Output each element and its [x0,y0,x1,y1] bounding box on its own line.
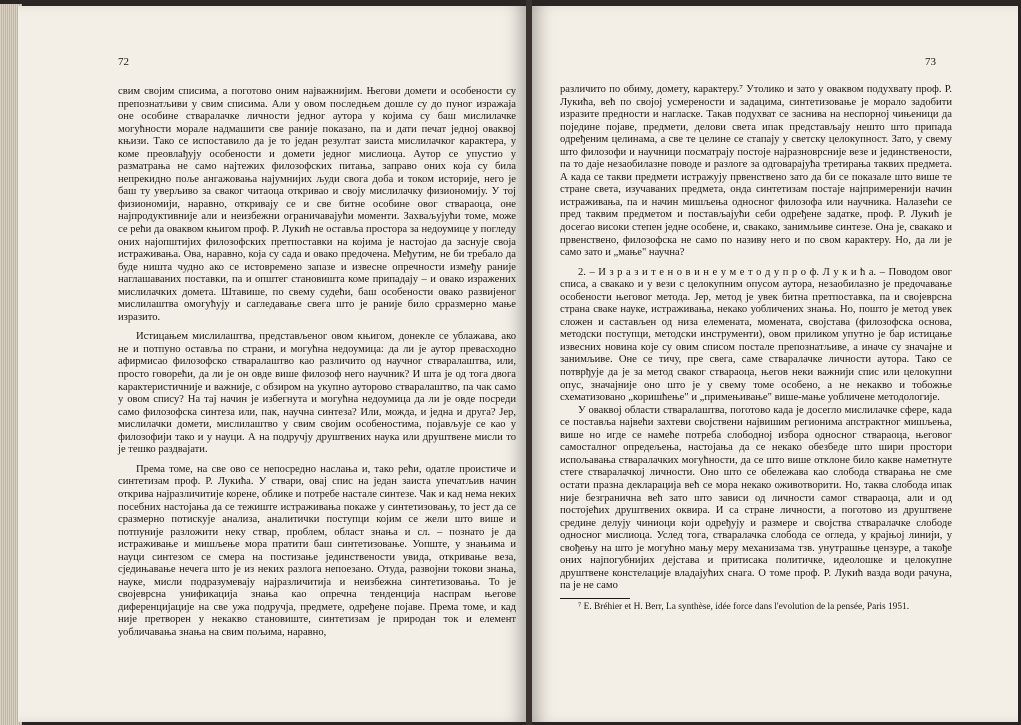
paragraph: У оваквој области стваралаштва, поготово када је досегло мислилачке сфере, када се поставља највећи захтеви својствени највишим регионима апстрактног мишљења, више но игде се намеће потреба слободној избора односног ствараоца, његовог самосталног опредељења, настојања да се некако обезбеде што шири простори испољавања стваралачких могућности, да се што више отклоне било какве наметнуте стеге стваралачкој личности. Оно што се обележава као слобода стварања не сме остати празна декларација већ се мора некако оживотворити. Но, таква слобода ипак није безгранична већ зато што зависи од личности самог ствараоца, али и од постојећих друштвених оквира. И са стране личности, а поготово из друштвене средине делују чиниоци који одређују и размере и својства стваралачке слободе односног мислиоца. Услед тога, стваралачка слобода се огледа, у крајњој линији, у свођењу на што је могућно мању меру механизама тзв. унутрашње цензуре, а такође оних најпогубнијих дејстава и притисака политичке, идеолошке и целокупне друштвене констелације владајућих снага. О томе проф. Р. Лукић вазда води рачуна, па је не само [560,404,952,592]
left-page [18,6,526,722]
paragraph: Истицањем мислилаштва, представљеног овом књигом, донекле се ублажава, ако не и потпуно оставља по страни, и могућна недоумица: да ли је аутор превасходно афирмисао филозофско стваралаштво као различито од научног стваралаштва, или, просто говорећи, да ли је он овде више филозоф него научник? И шта је од тога двога карактеристичније и важније, с обзиром на укупно ауторово стваралаштво, па чак само у овом спису? На тај начин је избегнута и могућна недоумица да ли је овде посреди само филозофска синтеза или, пак, научна синтеза? Или, можда, и једна и друга? Јер, мислилачки домети, мислилаштво у свим својим особеностима, појављује се као у филозофији тако и у науци. А на подручју друштвених наука или друштвене мисли то је тешко раздвајати. [118,331,516,456]
paragraph: свим својим списима, а поготово оним најважнијим. Његови домети и особености су препознатљиви у свим списима. Али у овом последњем дошле су до пуног изражаја оне особине стваралачке личности једног аутора у којима су баш мислилачке могућности морале надмашити све раније показано, па и дати печат једној оваквој књизи. Тако се испоставило да је то један резултат заиста мислилачког карактера, у коме преовлађују особености и домети једног мислиоца. Аутор се упустио у разматрања не само најтежих филозофских питања, заправо оних која су била непрекидно поље ангажовања најумнијих људи свога доба и током историје, него је баш ту уверљиво за сваког читаоца откривао и своју мислилачку физиономију. У тој физиономији, наравно, откривају се и све битне особине овог ствараоца, оне најпродуктивније али и неизбежни ограничавајући моменти. Захваљујући томе, може се рећи да оваквом књигом проф. Р. Лукић не оставља простора за недоумице у погледу оних најопштијих филозофских претпоставки на којима је настојао да заснује своја истраживања. Ова, наравно, која су сада и овако предочена. Међутим, не би требало да буде ништа чудно ако се истовремено запазе и извесне опречности између раније наглашаваних поставки, па и општег становишта коме припадају – и овако изражених мислилачких домета. Штавише, по свему судећи, баш особености овако развијеног мислилаштва омогућују и сагледавање свега што је раније било срразмерно мање изразито. [118,86,516,323]
paragraph: различито по обиму, домету, карактеру.⁷ Утолико и зато у оваквом подухвату проф. Р. Лукића, већ по својој усмерености и задацима, синтетизовање је морало задобити изразите предности и нагласке. Такав подухват се заснива на неспорној чињеници да поједине појаве, предмети, делови света ипак представљају нешто што припада одређеним целинама, а све те целине се стапају у светску целокупност. Зато, у свему што филозофи и научници посматрају постоје најразноврсније везе и јединствености, па то даје незаобилазне поводе и разлоге за одговарајућа третирања таквих предмета. А када се такви предмети истражују првенствено зато да би се показале што више те стране света, изучаваних предмета, онда синтетизам постаје најпримеренији начин истраживања, па и начин мишљења односног филозофа или научника. Налазећи се пред таквим предметом и постављајући себи одређене задатке, проф. Р. Лукић је досегао високи степен једне особене, и, свакако, занимљиве синтезе. Она је, свакако и првенствено, филозофска не само по називу него и по свом карактеру. Но, да ли је само зато и „мање" научна? [560,84,952,259]
page-number: 72 [118,56,129,68]
footnote: ⁷ E. Bréhier et H. Berr, La synthèse, idée force dans l'evolution de la pensée, Paris 1951. [578,601,910,612]
page-number: 73 [925,56,936,68]
left-page-text [118,86,516,640]
paragraph: Према томе, на све ово се непосредно наслања и, тако рећи, одатле проистиче и синтетизам проф. Р. Лукића. У ствари, овај спис на један заиста упечатљив начин открива најразличитије корене, облике и потребе настале синтезе. Чак и кад нема неких посебних настојања да се тежиште истраживања покаже у синтетизовању, то јест да се сразмерно потискује анализа, аналитички поступци којим се жели што више и потпуније разложити неку ствар, проблем, област знања и сл. – познато је да истраживање и мишљење мора пратити баш синтетизовање. Уопште, у знањима и науци синтезом се смера на постизање јединствености увида, откривање веза, сједињавање нечега што је из неких разлога непоезано. Отуда, развојни токови знања, науке, мисли подразумевају најразличитија и неизбежна синтетизовања. То је својеврсна унификација знања као опречна тенденција наспрам његове диференцијације на све ужа подручја, предмете, одређене појаве. Према томе, и кад није претворен у некакво становиште, синтетизам је природан ток и елемент уобличавања знања на свим пољима, наравно, [118,463,516,638]
right-page-text [560,84,952,613]
footnote-rule [560,598,630,599]
right-page [532,6,1018,722]
section-paragraph: 2. – И з р а з и т е н о в и н е у м е т о д у п р о ф. Л у к и ћ а. – Поводом овог списа, а свакако и у вези с целокупним опусом аутора, незаобилазно је предочавање особености његовог метода. Јер, метод је увек битна претпоставка, па и својеврсна страна сваке науке, истраживања, некако уобличених знања. Но, пошто је метод увек сложен и састављен од низа елемената, момената, својстава (филозофска основа, методски поступци, методски инструменти), овом приликом упутно је бар истицање извесних новина које су овим списом постале препознатљиве, а иначе су значајне и занимљиве. Оне се тичу, пре свега, саме стваралачке личности аутора. Тако се потврђује да је за метод сваког ствараоца, његов неки важнији спис или целокупни опус, значајније оно што је у свему томе особено, а не некакво и тобожње схематизовано „коришћење" и „примењивање" више-мање уобличене методологије. [560,266,952,404]
